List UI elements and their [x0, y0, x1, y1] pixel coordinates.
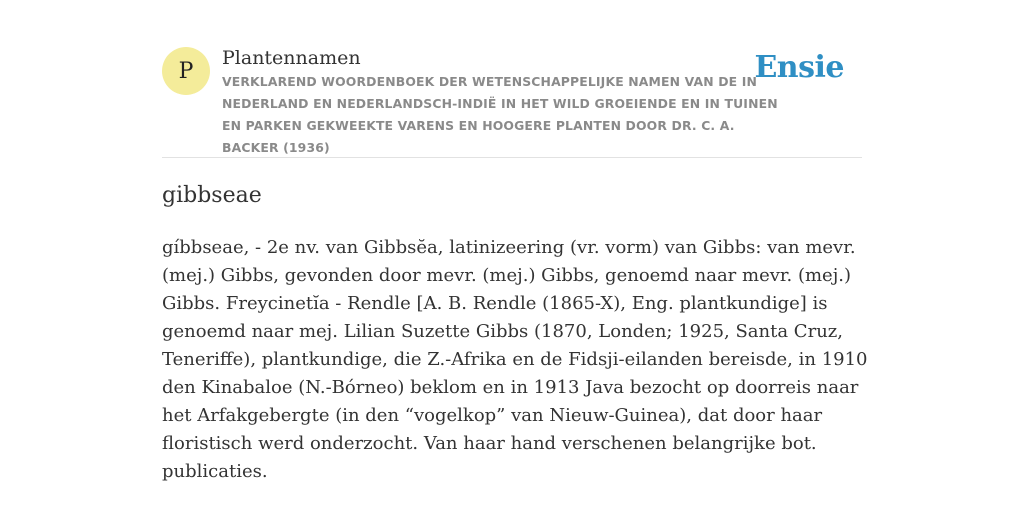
entry-term: gibbseae [162, 183, 262, 208]
entry-definition: gíbbseae, - 2e nv. van Gibbsĕa, latinizeering (vr. vorm) van Gibbs: van mevr. (mej.) Gibbs, gevonden door mevr. (mej.) Gibbs, genoemd naar mevr. (mej.) Gibbs. Freycinetĭa - Rendle [A. B. Rendle (1865-X), Eng. plantkundige] is genoemd naar mej. Lilian Suzette Gibbs (1870, Londen; 1925, Santa Cruz, Teneriffe), plantkundige, die Z.-Afrika en de Fidsji-eilanden bereisde, in 1910 den Kinabaloe (N.-Bórneo) beklom en in 1913 Java bezocht op doorreis naar het Arfakgebergte (in den “vogelkop” van Nieuw-Guinea), dat door haar floristisch werd onderzocht. Van haar hand verschenen belangrijke bot. publicaties. [162, 237, 868, 482]
header-divider [162, 157, 862, 158]
source-avatar[interactable]: P [162, 47, 210, 95]
ensie-logo-link[interactable]: Ensie [754, 50, 844, 85]
source-description: VERKLAREND WOORDENBOEK DER WETENSCHAPPELIJKE NAMEN VAN DE IN NEDERLAND EN NEDERLANDSCH-INDIË IN HET WILD GROEIENDE EN IN TUINEN EN PARKEN GEKWEEKTE VARENS EN HOOGERE PLANTEN DOOR DR. C. A. BACKER (1936) [222, 74, 778, 155]
source-header [162, 44, 862, 158]
source-title[interactable]: Plantennamen [222, 47, 361, 69]
